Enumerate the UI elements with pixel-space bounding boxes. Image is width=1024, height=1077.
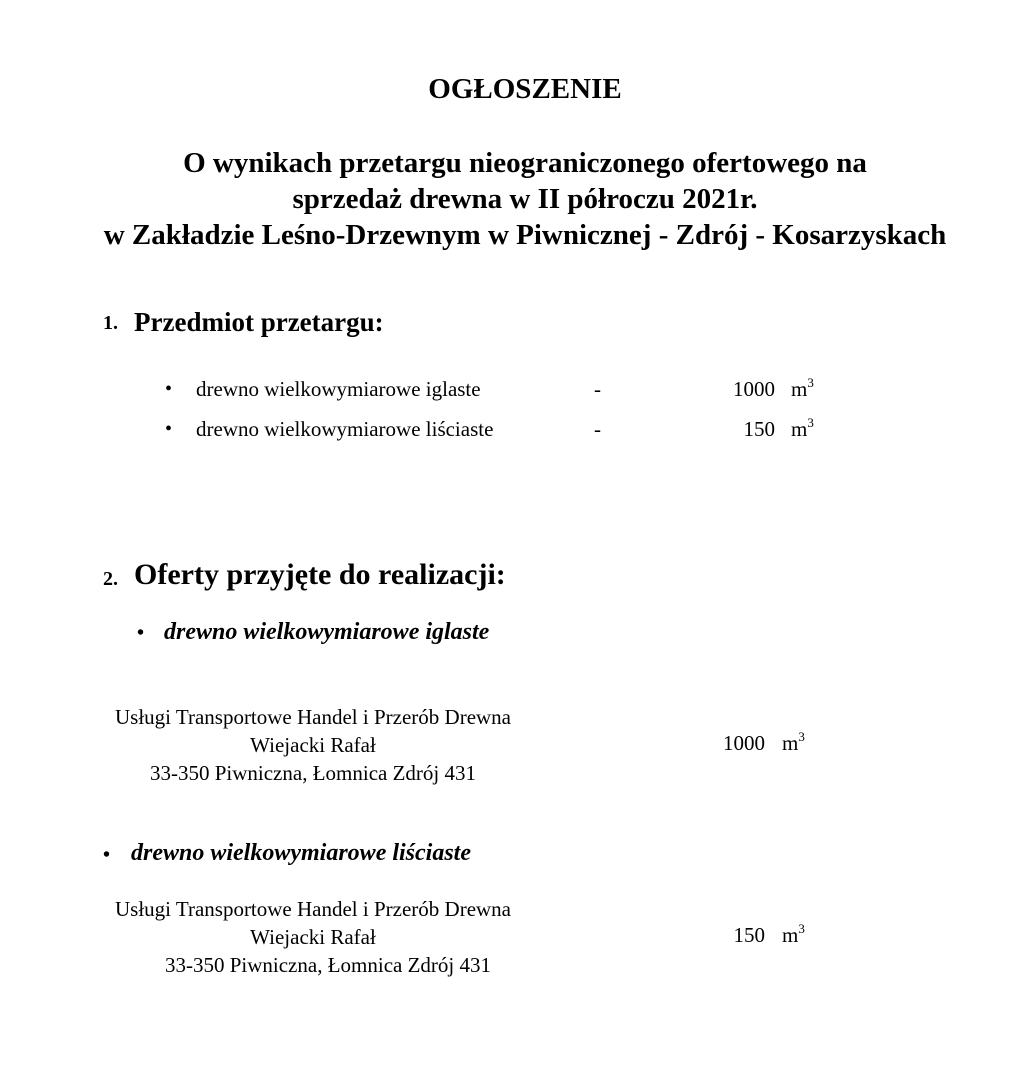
unit-base: m (782, 731, 799, 755)
subtitle-line-2: sprzedaż drewna w II półroczu 2021r. (292, 183, 758, 215)
group-heading-lisciaste: drewno wielkowymiarowe liściaste (131, 840, 471, 866)
unit-exponent: 3 (798, 729, 805, 744)
item-label-iglaste: drewno wielkowymiarowe iglaste (196, 377, 481, 401)
unit-exponent: 3 (807, 375, 814, 390)
item-quantity: 1000 (733, 377, 775, 401)
company-owner: Wiejacki Rafał (250, 733, 376, 757)
item-dash: - (594, 377, 601, 401)
company-block (53, 895, 573, 979)
section-2-number: 2. (103, 568, 118, 590)
offer-unit (782, 923, 805, 948)
item-label-lisciaste: drewno wielkowymiarowe liściaste (196, 417, 494, 441)
company-owner: Wiejacki Rafał (250, 925, 376, 949)
unit-base: m (791, 417, 808, 441)
bullet-icon: • (103, 844, 111, 866)
unit-exponent: 3 (807, 415, 814, 430)
unit-exponent: 3 (798, 921, 805, 936)
section-1-title: Przedmiot przetargu: (134, 307, 384, 337)
item-quantity: 150 (743, 417, 775, 441)
subtitle-line-3: w Zakładzie Leśno-Drzewnym w Piwnicznej - Zdrój - Kosarzyskach (103, 219, 947, 251)
section-2-title: Oferty przyjęte do realizacji: (134, 558, 506, 591)
item-dash: - (594, 417, 601, 441)
offer-quantity: 150 (733, 923, 765, 947)
bullet-icon: • (137, 622, 145, 644)
bullet-icon: • (165, 418, 173, 440)
bullet-icon: • (165, 378, 173, 400)
company-name: Usługi Transportowe Handel i Przerób Drewna (114, 705, 512, 729)
section-1-number: 1. (103, 312, 118, 334)
company-address: 33-350 Piwniczna, Łomnica Zdrój 431 (149, 761, 476, 785)
unit-base: m (782, 923, 799, 947)
offer-unit (782, 731, 805, 756)
company-name: Usługi Transportowe Handel i Przerób Drewna (114, 897, 512, 921)
item-unit (791, 377, 814, 402)
group-heading-iglaste: drewno wielkowymiarowe iglaste (164, 619, 490, 645)
unit-base: m (791, 377, 808, 401)
document-title: OGŁOSZENIE (428, 73, 622, 105)
company-block (53, 703, 573, 787)
subtitle-line-1: O wynikach przetargu nieograniczonego ofertowego na (183, 147, 867, 179)
item-unit (791, 417, 814, 442)
offer-quantity: 1000 (723, 731, 765, 755)
company-address: 33-350 Piwniczna, Łomnica Zdrój 431 (164, 953, 491, 977)
